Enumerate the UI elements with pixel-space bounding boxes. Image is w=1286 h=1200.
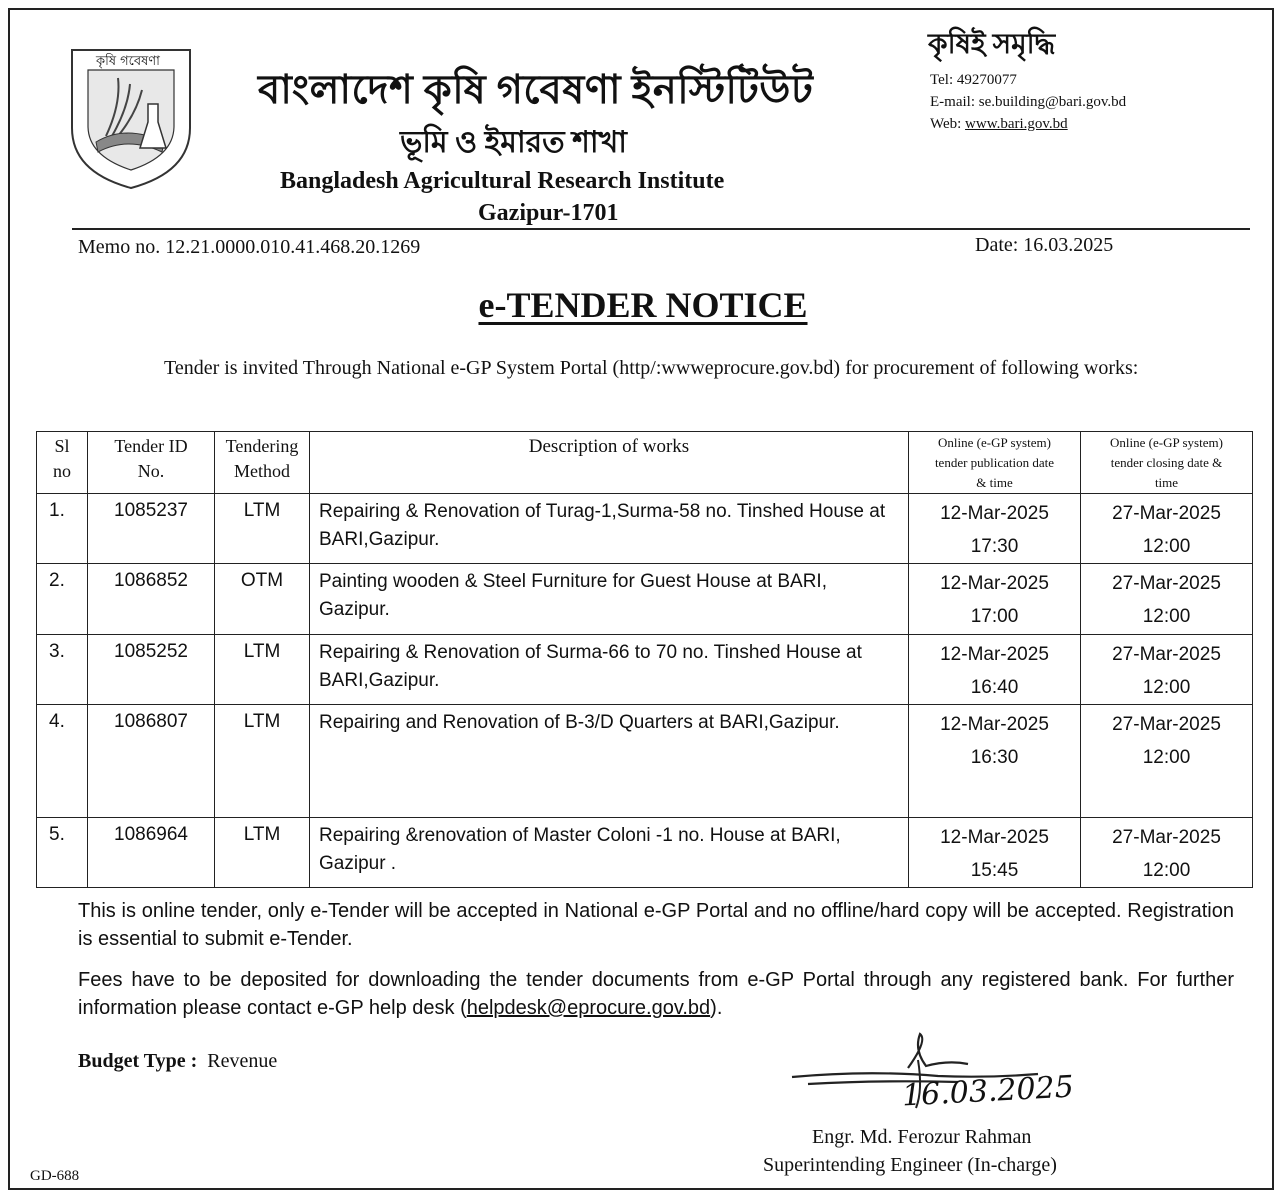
signatory-title: Superintending Engineer (In-charge) [763, 1154, 1057, 1176]
helpdesk-email-link[interactable]: helpdesk@eprocure.gov.bd [466, 997, 711, 1019]
header-publication: Online (e-GP system) tender publication date & time [909, 432, 1081, 494]
row-publication [909, 635, 1081, 705]
row-publication [909, 818, 1081, 888]
tender-table [36, 431, 1253, 888]
logo-text: কৃষি গবেষণা [96, 54, 160, 69]
notice-heading [0, 284, 1286, 326]
row-tender-id: 1085237 [88, 494, 215, 564]
online-tender-note: This is online tender, only e-Tender will be accepted in National e-GP Portal and no offline/hard copy will be accepted. Registration is essential to submit e-Tender. [78, 900, 1234, 950]
row-sl: 2. [37, 564, 88, 635]
row-method: LTM [215, 494, 310, 564]
fees-end: ). [710, 997, 723, 1019]
closing-date: 27-Mar-2025 [1112, 573, 1221, 594]
closing-time: 12:00 [1142, 860, 1191, 881]
closing-time: 12:00 [1142, 536, 1191, 557]
handwritten-signature [788, 1030, 1148, 1125]
row-description: Repairing & Renovation of Turag-1,Surma-58 no. Tinshed House at BARI,Gazipur. [310, 494, 909, 564]
row-sl: 1. [37, 494, 88, 564]
row-closing [1081, 818, 1253, 888]
row-publication [909, 564, 1081, 635]
institute-title-english: Bangladesh Agricultural Research Institute [280, 168, 725, 194]
fees-note [78, 966, 1234, 1022]
row-closing [1081, 564, 1253, 635]
row-tender-id: 1086964 [88, 818, 215, 888]
row-method: LTM [215, 818, 310, 888]
publication-time: 16:30 [970, 747, 1019, 768]
budget-type [78, 1050, 277, 1073]
row-publication [909, 705, 1081, 818]
row-sl: 3. [37, 635, 88, 705]
closing-date: 27-Mar-2025 [1112, 827, 1221, 848]
row-tender-id: 1086852 [88, 564, 215, 635]
web-link[interactable]: www.bari.gov.bd [965, 116, 1068, 132]
header-method: Tendering Method [215, 432, 310, 494]
publication-time: 16:40 [970, 677, 1019, 698]
fees-text: Fees have to be deposited for downloading the tender documents from e-GP Portal through any registered bank. For further information please contact e-GP help desk ( [78, 969, 1234, 1019]
signatory-name: Engr. Md. Ferozur Rahman [812, 1126, 1032, 1148]
closing-time: 12:00 [1142, 747, 1191, 768]
contact-email: E-mail: se.building@bari.gov.bd [930, 94, 1127, 110]
footer-code: GD-688 [30, 1168, 80, 1184]
intro-paragraph: Tender is invited Through National e-GP System Portal (http/:wwweprocure.gov.bd) for procurement of following works: [164, 357, 1139, 379]
publication-date: 12-Mar-2025 [940, 714, 1049, 735]
closing-date: 27-Mar-2025 [1112, 503, 1221, 524]
publication-time: 17:00 [970, 606, 1019, 627]
budget-label: Budget Type : [78, 1050, 198, 1072]
web-label: Web: [930, 116, 966, 132]
row-method: LTM [215, 705, 310, 818]
header-tender-id: Tender ID No. [88, 432, 215, 494]
row-method: OTM [215, 564, 310, 635]
row-tender-id: 1085252 [88, 635, 215, 705]
contact-tel: Tel: 49270077 [930, 72, 1017, 88]
publication-date: 12-Mar-2025 [940, 573, 1049, 594]
closing-time: 12:00 [1142, 606, 1191, 627]
section-title-bangla: ভূমি ও ইমারত শাখা [400, 126, 627, 159]
publication-date: 12-Mar-2025 [940, 827, 1049, 848]
slogan: কৃষিই সমৃদ্ধি [928, 29, 1056, 60]
budget-value: Revenue [207, 1050, 278, 1072]
contact-web [930, 116, 1068, 133]
table-row [37, 705, 1253, 818]
row-tender-id: 1086807 [88, 705, 215, 818]
header-description: Description of works [310, 432, 909, 494]
signature-date: 16.03.2025 [901, 1069, 1075, 1114]
notice-heading-text: e-TENDER NOTICE [478, 285, 808, 325]
institute-title-bangla: বাংলাদেশ কৃষি গবেষণা ইনস্টিটিউট [258, 67, 814, 112]
row-publication [909, 494, 1081, 564]
table-row [37, 635, 1253, 705]
row-description: Repairing & Renovation of Surma-66 to 70 no. Tinshed House at BARI,Gazipur. [310, 635, 909, 705]
table-header-row [37, 432, 1253, 494]
publication-date: 12-Mar-2025 [940, 503, 1049, 524]
table-row [37, 494, 1253, 564]
closing-time: 12:00 [1142, 677, 1191, 698]
memo-date: Date: 16.03.2025 [975, 234, 1114, 256]
row-closing [1081, 705, 1253, 818]
row-description: Painting wooden & Steel Furniture for Guest House at BARI, Gazipur. [310, 564, 909, 635]
row-description: Repairing &renovation of Master Coloni -1 no. House at BARI, Gazipur . [310, 818, 909, 888]
row-closing [1081, 635, 1253, 705]
table-row [37, 818, 1253, 888]
row-description: Repairing and Renovation of B-3/D Quarters at BARI,Gazipur. [310, 705, 909, 818]
table-row [37, 564, 1253, 635]
row-closing [1081, 494, 1253, 564]
publication-date: 12-Mar-2025 [940, 644, 1049, 665]
header-sl: Sl no [37, 432, 88, 494]
institute-city: Gazipur-1701 [478, 200, 619, 226]
header-closing: Online (e-GP system) tender closing date & time [1081, 432, 1253, 494]
row-sl: 5. [37, 818, 88, 888]
header-rule [72, 228, 1250, 230]
publication-time: 15:45 [970, 860, 1019, 881]
memo-number: Memo no. 12.21.0000.010.41.468.20.1269 [78, 236, 421, 258]
closing-date: 27-Mar-2025 [1112, 714, 1221, 735]
row-method: LTM [215, 635, 310, 705]
publication-time: 17:30 [970, 536, 1019, 557]
closing-date: 27-Mar-2025 [1112, 644, 1221, 665]
bari-logo [66, 44, 196, 192]
row-sl: 4. [37, 705, 88, 818]
